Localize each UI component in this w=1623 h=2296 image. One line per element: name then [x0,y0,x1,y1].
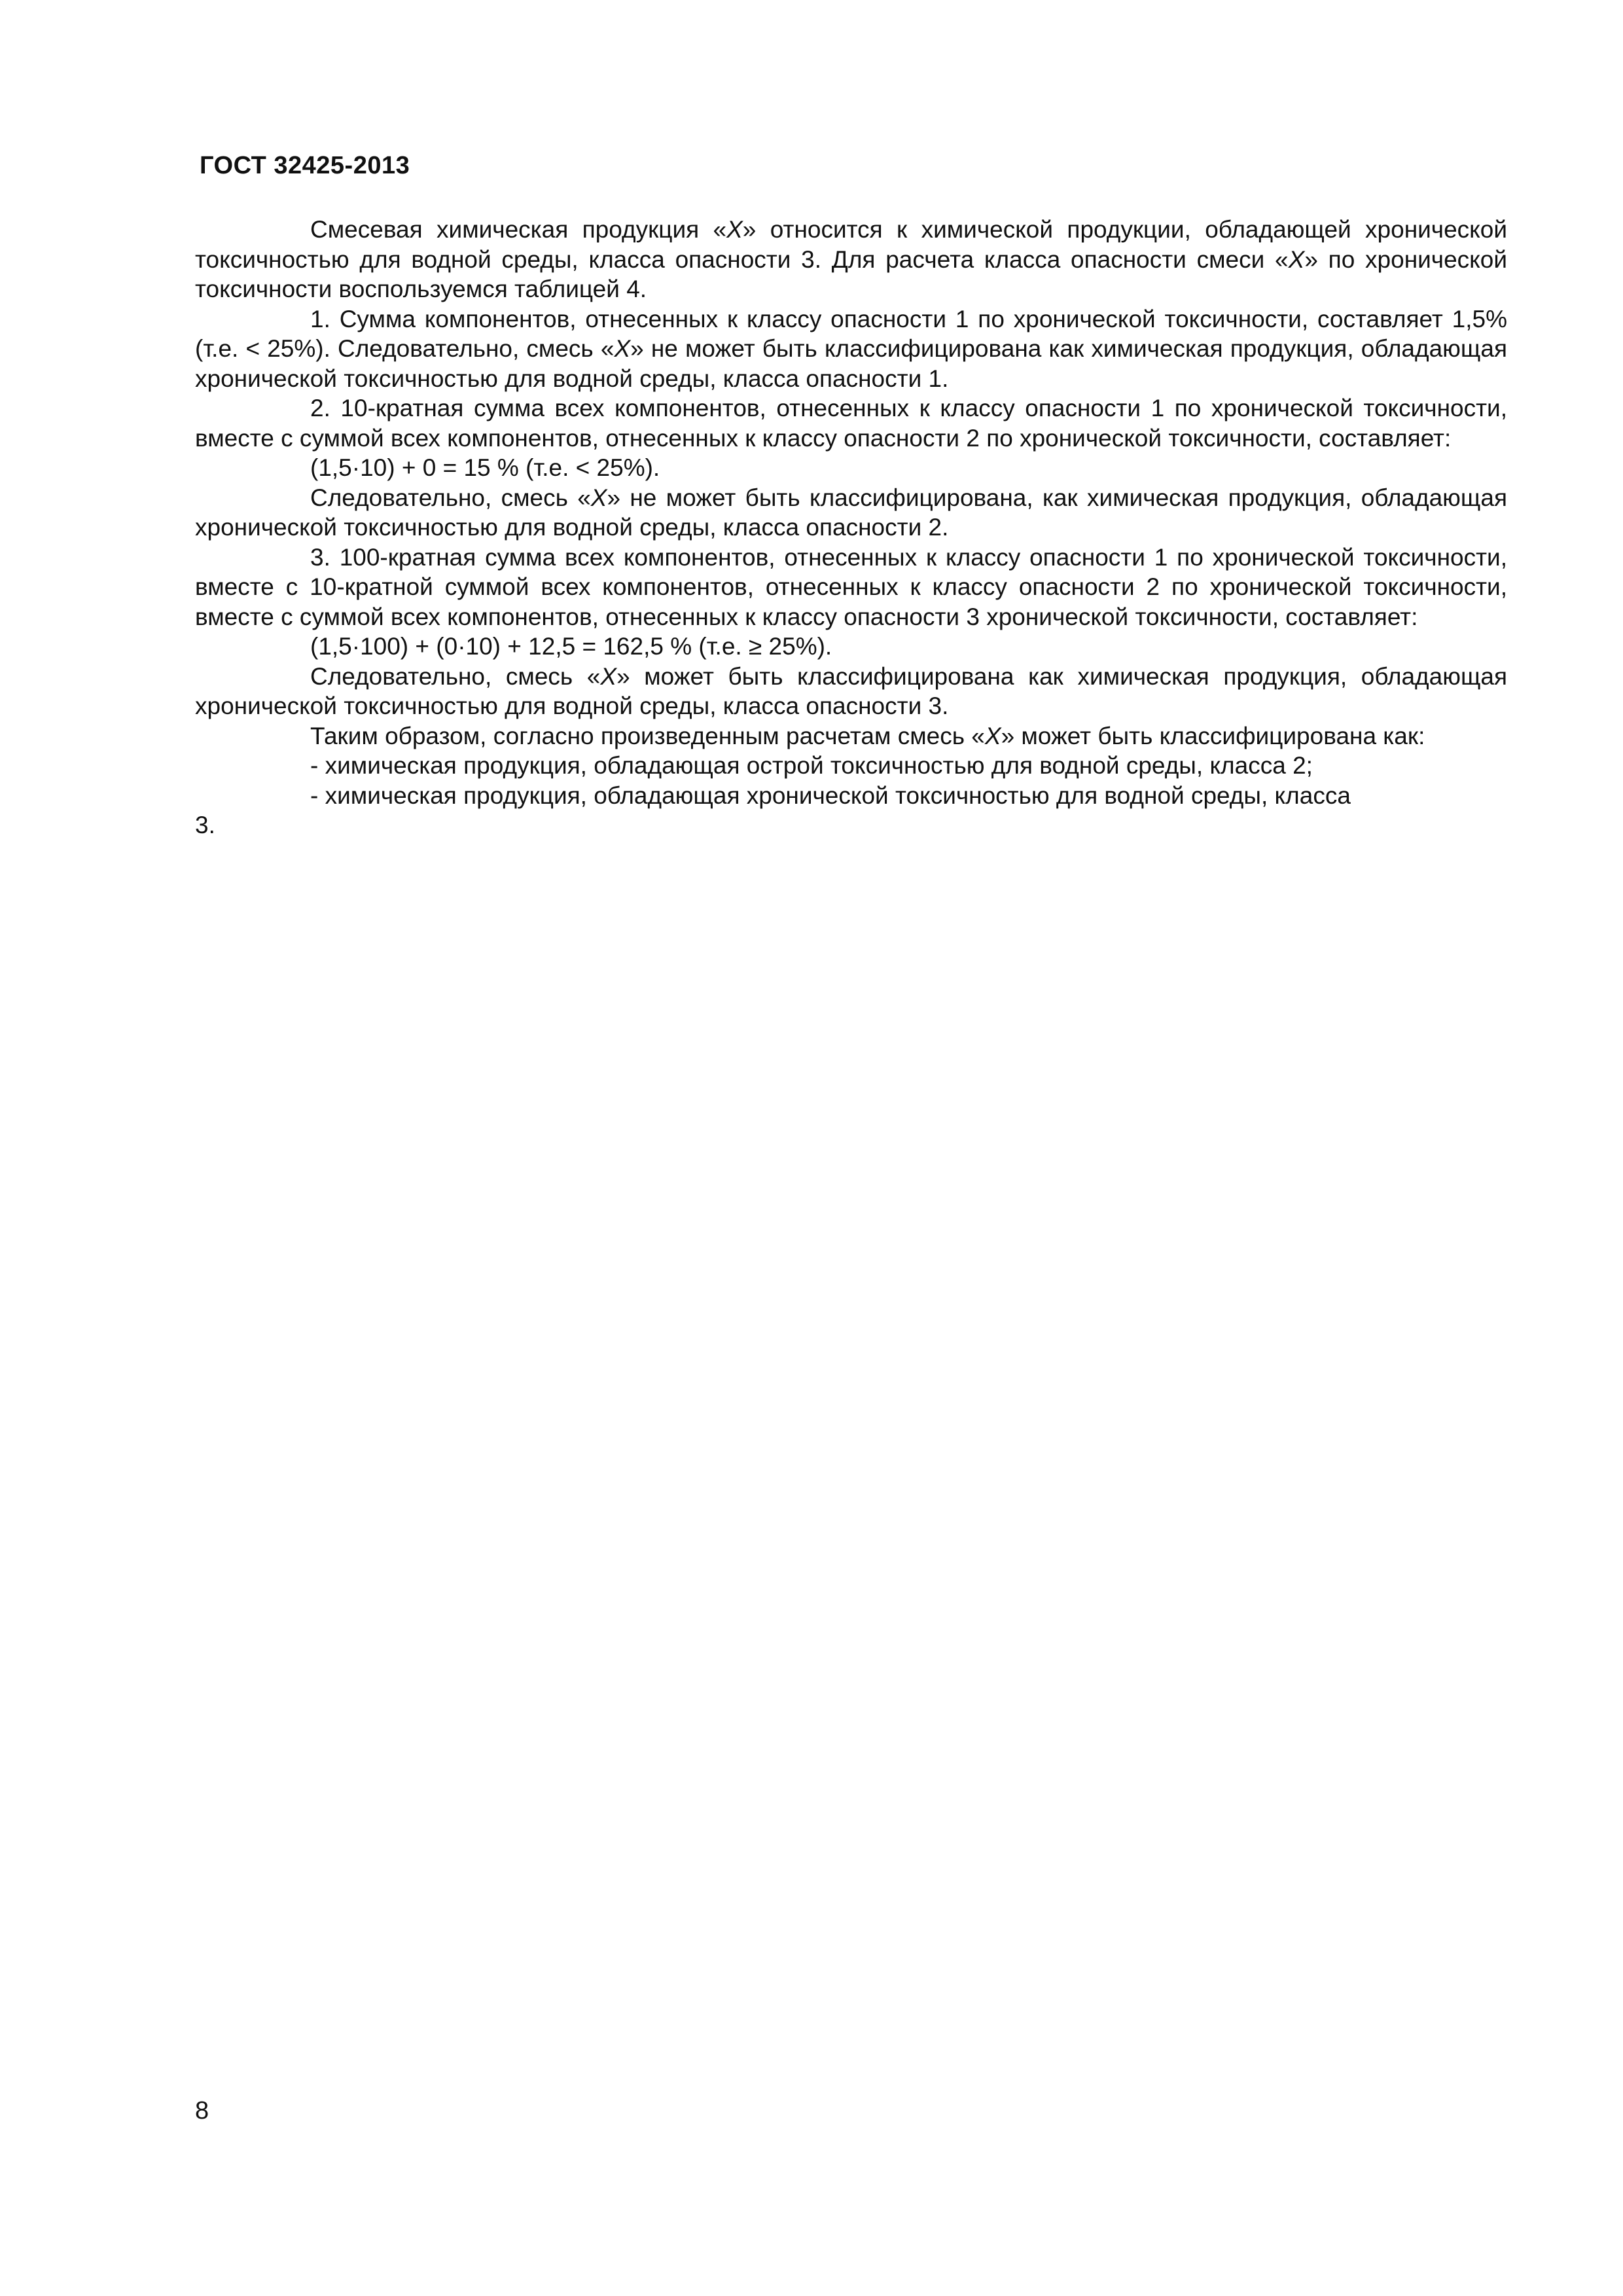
mixture-symbol: X [984,722,1001,749]
mixture-symbol: X [1288,245,1305,273]
paragraph-intro [195,215,1507,304]
paragraph-conclusion-2 [195,483,1507,543]
text-run: 1. Сумма компонентов, отнесенных к классу опасности 1 по хронической токсичности, составляет 1,5% (т.е. < 25%). Следовательно, смесь « [195,305,1507,362]
text-run: » может быть классифицирована как: [1001,722,1425,749]
list-item-chronic: - химическая продукция, обладающая хронической токсичностью для водной среды, класса [310,781,1351,809]
list-item-acute: - химическая продукция, обладающая острой токсичностью для водной среды, класса 2; [310,752,1313,779]
text-run: » может быть классифицирована как химическая продукция, обладающая хронической токсичностью для водной среды, класса опасности 3. [195,662,1508,719]
text-run: Следовательно, смесь « [310,662,601,690]
document-body [195,215,1507,840]
formula-step-2: (1,5·10) + 0 = 15 % (т.е. < 25%). [310,454,660,481]
paragraph-step-3: 3. 100-кратная сумма всех компонентов, отнесенных к классу опасности 1 по хронической токсичности, вместе с 10-кратной суммой всех компонентов, отнесенных к классу опасности 2 по хронической токсичности, вместе с суммой всех компонентов, отнесенных к классу опасности 3 хронической токсичности, составляет: [195,543,1507,630]
text-run: » по хронической токсичности воспользуемся таблицей 4. [195,245,1507,302]
formula-step-3: (1,5·100) + (0·10) + 12,5 = 162,5 % (т.е. ≥ 25%). [310,633,832,660]
mixture-symbol: X [726,216,743,243]
page-number: 8 [195,2097,209,2125]
paragraph-step-1 [195,304,1507,394]
text-run: » не может быть классифицирована как химическая продукция, обладающая хронической токсичностью для водной среды, класса опасности 1. [195,335,1507,392]
list-item-chronic-continuation: 3. [195,812,215,838]
text-run: Таким образом, согласно произведенным расчетам смесь « [310,722,985,749]
paragraph-summary [195,721,1507,751]
text-run: » относится к химической продукции, обладающей хронической токсичностью для водной среды, класса опасности 3. Для расчета класса опасности смеси « [195,216,1507,273]
text-run: » не может быть классифицирована, как химическая продукция, обладающая хронической токсичностью для водной среды, класса опасности 2. [195,484,1507,541]
mixture-symbol: X [614,335,631,362]
paragraph-step-2: 2. 10-кратная сумма всех компонентов, отнесенных к классу опасности 1 по хронической токсичности, вместе с суммой всех компонентов, отнесенных к классу опасности 2 по хронической токсичности, составляет: [195,395,1507,452]
document-code-header: ГОСТ 32425-2013 [200,152,410,179]
paragraph-conclusion-3 [195,662,1507,721]
text-run: Смесевая химическая продукция « [310,216,727,243]
mixture-symbol: X [600,662,617,690]
text-run: Следовательно, смесь « [310,484,591,511]
mixture-symbol: X [590,484,607,511]
